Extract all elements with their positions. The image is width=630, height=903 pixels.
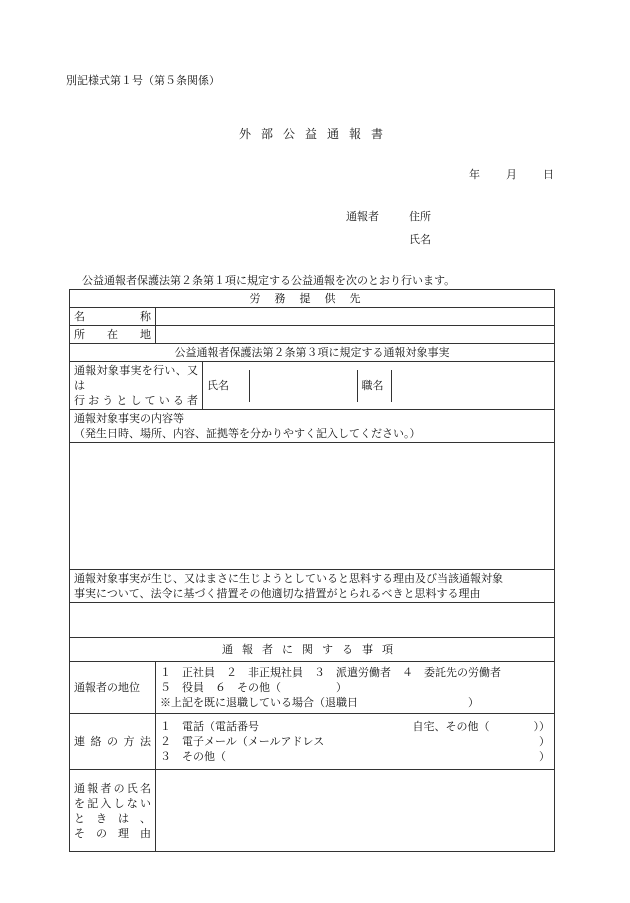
reason-label: 通報対象事実が生じ、又はまさに生じようとしていると思料する理由及び当該通報対象 事実について、法令に基づく措置その他適切な措置がとられるべきと思料する理由 (70, 570, 555, 603)
labor-provider-header: 労務提供先 (70, 290, 555, 308)
reporter-status-label: 通報者の地位 (70, 662, 156, 714)
contact-phone-line: １ 電話（電話番号 自宅、その他（ ）） (160, 720, 551, 733)
facts-header: 公益通報者保護法第２条第３項に規定する通報対象事実 (70, 344, 555, 362)
intro-statement: 公益通報者保護法第２条第１項に規定する公益通報を次のとおり行います。 (82, 274, 456, 287)
provider-location-label: 所在地 (70, 326, 156, 344)
status-retired-line: ※上記を既に退職している場合（退職日 ） (160, 696, 479, 709)
actor-fields (203, 362, 555, 410)
reporter-address-label: 住所 (409, 210, 431, 223)
date-line (469, 166, 554, 182)
date-year-label: 年 (469, 168, 480, 181)
contact-method-options[interactable] (156, 714, 555, 770)
reporter-name-label: 氏名 (409, 233, 431, 246)
date-day-label: 日 (543, 168, 554, 181)
content-field[interactable] (70, 443, 555, 570)
contact-email-line: ２ 電子メール（メールアドレス ） (160, 735, 551, 748)
anonymous-reason-label: 通報者の氏名 を記入しない ときは、 その理由 (70, 770, 156, 852)
anonymous-reason-field[interactable] (156, 770, 555, 852)
provider-name-label: 名称 (70, 308, 156, 326)
actor-name-field[interactable] (249, 370, 357, 402)
actor-name-label: 氏名 (203, 370, 249, 402)
provider-location-field[interactable] (156, 326, 555, 344)
date-month-label: 月 (506, 168, 517, 181)
document-title: 外部公益通報書 (239, 127, 394, 141)
contact-other-line: ３ その他（ ） (160, 750, 551, 763)
provider-name-field[interactable] (156, 308, 555, 326)
form-number: 別記様式第１号（第５条関係） (66, 74, 220, 87)
content-label: 通報対象事実の内容等 （発生日時、場所、内容、証拠等を分かりやすく記入してください。） (70, 410, 555, 443)
actor-position-label: 職名 (357, 370, 391, 402)
actor-label: 通報対象事実を行い、又は 行おうとしている者 (70, 362, 203, 410)
report-form-table (69, 289, 555, 852)
actor-position-field[interactable] (391, 370, 554, 402)
reason-field[interactable] (70, 603, 555, 638)
contact-method-label: 連絡の方法 (70, 714, 156, 770)
reporter-label: 通報者 (346, 210, 379, 223)
reporter-info-header: 通報者に関する事項 (70, 638, 555, 662)
reporter-status-options[interactable] (156, 662, 555, 714)
status-options-line-2: ５ 役員 ６ その他（ ） (160, 681, 347, 694)
status-options-line-1: １ 正社員 ２ 非正規社員 ３ 派遣労働者 ４ 委託先の労働者 (160, 666, 501, 679)
